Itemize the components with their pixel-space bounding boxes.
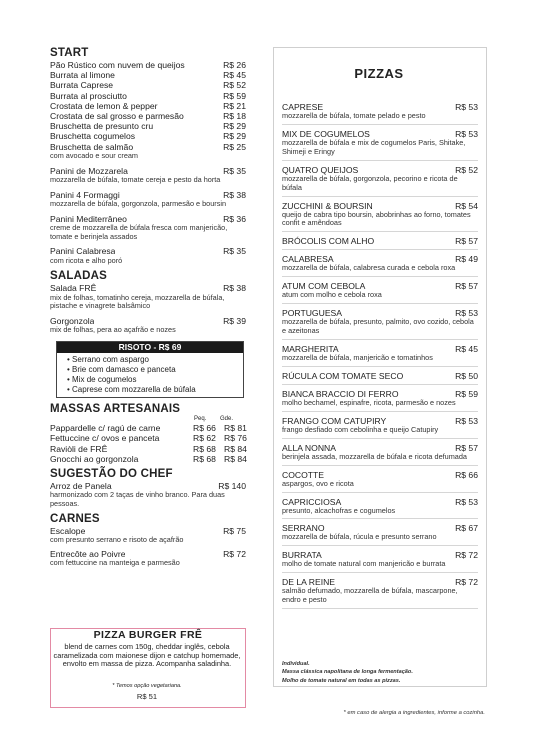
pizza-name: COCOTTE xyxy=(282,469,325,480)
item-description: com fettuccine na manteiga e parmesão xyxy=(50,558,180,568)
item-name: Escalope xyxy=(50,525,86,536)
menu-item xyxy=(50,444,246,454)
item-price: R$ 18 xyxy=(223,111,246,122)
item-price: R$ 59 xyxy=(223,90,246,101)
item-price: R$ 29 xyxy=(223,121,246,132)
section-title-massas: MASSAS ARTESANAIS xyxy=(50,403,181,416)
menu-item xyxy=(50,454,246,464)
pizza-item xyxy=(282,253,478,277)
item-description: mix de folhas, pera ao açafrão e nozes xyxy=(50,325,176,335)
section-title-sugestao: SUGESTÃO DO CHEF xyxy=(50,468,173,481)
pizza-burger-title: PIZZA BURGER FRÊ xyxy=(68,629,228,641)
item-price-large: R$ 81 xyxy=(224,423,247,434)
pizza-name: BRÓCOLIS COM ALHO xyxy=(282,236,375,247)
pizza-item xyxy=(282,549,478,573)
pizza-price: R$ 53 xyxy=(455,496,478,507)
pizza-name: DE LA REINE xyxy=(282,577,336,588)
pizza-description: mozzarella de búfala e mix de cogumelos Paris, Shitake, Shimeji e Eringy xyxy=(282,137,466,156)
risoto-title: RISOTO - R$ 69 xyxy=(57,342,243,353)
pizza-name: MIX DE COGUMELOS xyxy=(282,128,370,139)
pizzas-title: PIZZAS xyxy=(354,66,404,81)
pizza-item xyxy=(282,388,478,412)
pizza-price: R$ 66 xyxy=(455,469,478,480)
menu-item xyxy=(50,91,246,101)
item-description: mozzarella de búfala, tomate cereja e pesto da horta xyxy=(50,174,221,184)
section-title-saladas: SALADAS xyxy=(50,270,107,283)
pizza-price: R$ 53 xyxy=(455,128,478,139)
item-price-small: R$ 62 xyxy=(193,433,216,444)
item-price: R$ 39 xyxy=(223,316,246,327)
item-name: Pappardelle c/ ragú de carne xyxy=(50,423,161,434)
item-name: Panini Calabresa xyxy=(50,246,116,257)
pizza-price: R$ 53 xyxy=(455,415,478,426)
item-description: com ricota e alho poró xyxy=(50,255,123,265)
item-name: Bruschetta de presunto cru xyxy=(50,121,154,132)
item-price-large: R$ 84 xyxy=(224,443,247,454)
pizza-description: mozzarella de búfala, presunto, palmito, ovo cozido, cebola e azeitonas xyxy=(282,317,474,336)
item-price-small: R$ 68 xyxy=(193,453,216,464)
pizza-price: R$ 50 xyxy=(455,370,478,381)
pizza-price: R$ 53 xyxy=(455,308,478,319)
pizza-price: R$ 45 xyxy=(455,343,478,354)
menu-item xyxy=(50,423,246,433)
pizza-price: R$ 57 xyxy=(455,236,478,247)
pizza-price: R$ 72 xyxy=(455,577,478,588)
size-small-label: Peq. xyxy=(194,416,207,423)
item-name: Panini de Mozzarela xyxy=(50,165,128,176)
left-column xyxy=(50,47,246,568)
item-name: Bruschetta cogumelos xyxy=(50,131,136,142)
pizza-description: presunto, alcachofras e cogumelos xyxy=(282,505,396,515)
pizza-name: BURRATA xyxy=(282,550,322,561)
pizza-description: queijo de cabra tipo boursin, abobrinhas ao forno, tomates confit e amêndoas xyxy=(282,209,471,228)
pizza-name: CAPRESE xyxy=(282,102,324,112)
pizza-description: molho bechamel, espinafre, ricota, parmesão e nozes xyxy=(282,397,456,407)
pizza-name-row xyxy=(282,371,478,381)
pizza-price: R$ 57 xyxy=(455,281,478,292)
pizza-price: R$ 49 xyxy=(455,254,478,265)
item-name: Panini Mediterrâneo xyxy=(50,213,127,224)
menu-item xyxy=(50,131,246,141)
risoto-list xyxy=(57,355,243,395)
pizza-name-row xyxy=(282,497,478,507)
pizza-price: R$ 54 xyxy=(455,200,478,211)
risoto-option: • Mix de cogumelos xyxy=(67,375,243,385)
pizza-description: mozzarella de búfala, manjericão e tomatinhos xyxy=(282,352,433,362)
item-name: Burrata al limone xyxy=(50,70,115,81)
item-price: R$ 35 xyxy=(223,165,246,176)
item-price: R$ 72 xyxy=(223,548,246,559)
pizza-note: Individual. xyxy=(282,661,310,667)
item-name: Raviòli de FRÊ xyxy=(50,443,108,454)
pizza-name: CAPRICCIOSA xyxy=(282,496,342,507)
menu-item xyxy=(50,121,246,131)
risoto-option: • Caprese com mozzarella de búfala xyxy=(67,385,243,395)
item-price: R$ 140 xyxy=(218,481,246,492)
pizza-item xyxy=(282,442,478,466)
pizza-description: mozzarella de búfala, rúcula e presunto serrano xyxy=(282,532,437,542)
pizza-name: BIANCA BRACCIO DI FERRO xyxy=(282,388,399,399)
pizza-item xyxy=(282,343,478,367)
item-price: R$ 52 xyxy=(223,80,246,91)
item-price-small: R$ 68 xyxy=(193,443,216,454)
item-price: R$ 29 xyxy=(223,131,246,142)
pizza-burger-price: R$ 51 xyxy=(136,692,158,701)
item-name: Panini 4 Formaggi xyxy=(50,189,120,200)
pizza-item xyxy=(282,280,478,304)
item-name: Gorgonzola xyxy=(50,316,95,327)
pizza-note: Molho de tomate natural em todas as pizzas. xyxy=(282,677,401,684)
pizza-item xyxy=(282,101,478,125)
risoto-option: • Brie com damasco e panceta xyxy=(67,365,243,375)
pizza-notes xyxy=(282,660,478,685)
item-price-large: R$ 84 xyxy=(224,453,247,464)
risoto-box xyxy=(56,341,244,398)
section-title-carnes: CARNES xyxy=(50,512,100,525)
item-price: R$ 25 xyxy=(223,141,246,152)
item-price-large: R$ 76 xyxy=(224,433,247,444)
section-title-start: START xyxy=(50,47,89,59)
pizza-name: CALABRESA xyxy=(282,254,334,265)
pizza-item xyxy=(282,370,478,385)
item-price-small: R$ 66 xyxy=(193,423,216,434)
item-description: com avocado e sour cream xyxy=(50,150,139,160)
pizza-name-row xyxy=(282,236,478,246)
pizza-description: aspargos, ovo e ricota xyxy=(282,478,354,488)
pizza-list xyxy=(282,101,478,612)
pizza-name: PORTUGUESA xyxy=(282,308,343,319)
pizza-item xyxy=(282,164,478,197)
menu-item xyxy=(50,111,246,121)
pizza-name: QUATRO QUEIJOS xyxy=(282,164,359,175)
allergy-footnote: * em caso de alergia a ingredientes, informe a cozinha. xyxy=(343,710,485,716)
menu-item xyxy=(50,433,246,443)
item-price: R$ 45 xyxy=(223,70,246,81)
item-price: R$ 21 xyxy=(223,100,246,111)
pizza-item xyxy=(282,522,478,546)
pizza-item xyxy=(282,200,478,233)
pizza-item xyxy=(282,128,478,161)
item-name: Arroz de Panela xyxy=(50,481,112,492)
item-description: harmonizado com 2 taças de vinho branco. Para duas pessoas. xyxy=(50,490,225,509)
item-name: Gnocchi ao gorgonzola xyxy=(50,453,139,464)
pizza-price: R$ 57 xyxy=(455,442,478,453)
item-name: Entrecôte ao Poivre xyxy=(50,548,126,559)
item-name: Crostata de lemon & pepper xyxy=(50,100,158,111)
pizza-price: R$ 53 xyxy=(455,102,478,112)
pizza-burger-description: blend de carnes com 150g, cheddar inglês, cebola caramelizada com maionese dijon e catchup homemade, envolto em massa de pizza. Acompanha saladinha. xyxy=(53,642,241,669)
item-name: Salada FRÊ xyxy=(50,283,97,294)
pizza-name: RÚCULA COM TOMATE SECO xyxy=(282,370,404,381)
pizza-description: salmão defumado, mozzarella de búfala, mascarpone, endro e pesto xyxy=(282,586,458,605)
pizza-price: R$ 67 xyxy=(455,523,478,534)
pizza-name: MARGHERITA xyxy=(282,343,339,354)
pizza-description: frango desfiado com cebolinha e queijo Catupiry xyxy=(282,424,439,434)
item-description: mix de folhas, tomatinho cereja, mozzarella de búfala, pistache e vinagrete balsâmico xyxy=(50,292,225,311)
pizza-item xyxy=(282,496,478,520)
pizza-name: ZUCCHINI & BOURSIN xyxy=(282,200,373,211)
size-header xyxy=(50,416,246,423)
pizza-name: ALLA NONNA xyxy=(282,442,336,453)
pizza-description: molho de tomate natural com manjericão e burrata xyxy=(282,559,446,569)
pizza-item xyxy=(282,415,478,439)
item-name: Fettuccine c/ ovos e panceta xyxy=(50,433,160,444)
pizza-item xyxy=(282,307,478,340)
pizza-note: Massa clássica napolitana de longa fermentação. xyxy=(282,669,413,676)
pizza-item xyxy=(282,235,478,250)
pizza-name: SERRANO xyxy=(282,523,325,534)
item-price: R$ 38 xyxy=(223,189,246,200)
item-price: R$ 26 xyxy=(223,60,246,70)
pizza-description: mozzarella de búfala, calabresa curada e cebola roxa xyxy=(282,263,456,273)
item-price: R$ 36 xyxy=(223,213,246,224)
item-description: com presunto serrano e risoto de açafrão xyxy=(50,535,184,545)
item-name: Bruschetta de salmão xyxy=(50,141,134,152)
menu-item xyxy=(50,60,246,70)
item-name: Burrata al prosciutto xyxy=(50,90,127,101)
item-description: creme de mozzarella de búfala fresca com manjericão, tomate e berinjela assados xyxy=(50,222,228,241)
pizza-description: atum com molho e cebola roxa xyxy=(282,290,382,300)
item-name: Pão Rústico com nuvem de queijos xyxy=(50,60,185,70)
size-large-label: Gde. xyxy=(220,416,234,423)
item-price: R$ 75 xyxy=(223,525,246,536)
item-description: mozzarella de búfala, gorgonzola, parmesão e boursin xyxy=(50,198,227,208)
pizza-item xyxy=(282,576,478,609)
item-name: Crostata de sal grosso e parmesão xyxy=(50,111,184,122)
pizza-price: R$ 52 xyxy=(455,164,478,175)
pizza-description: berinjela assada, mozzarella de búfala e ricota defumada xyxy=(282,451,467,461)
item-name: Burrata Caprese xyxy=(50,80,114,91)
menu-item xyxy=(50,101,246,111)
pizza-name: FRANGO COM CATUPIRY xyxy=(282,415,387,426)
risoto-option: • Serrano com aspargo xyxy=(67,355,243,365)
pizza-item xyxy=(282,469,478,493)
menu-item xyxy=(50,80,246,90)
menu-item xyxy=(50,70,246,80)
pizza-price: R$ 59 xyxy=(455,388,478,399)
pizza-description: mozzarella de búfala, tomate pelado e pesto xyxy=(282,111,426,120)
item-price: R$ 35 xyxy=(223,246,246,257)
pizza-description: mozzarella de búfala, gorgonzola, pecorino e ricota de búfala xyxy=(282,173,458,192)
pizza-name: ATUM COM CEBOLA xyxy=(282,281,366,292)
pizza-price: R$ 72 xyxy=(455,550,478,561)
pizza-burger-note: * Temos opção vegetariana. xyxy=(112,683,182,689)
item-price: R$ 38 xyxy=(223,283,246,294)
